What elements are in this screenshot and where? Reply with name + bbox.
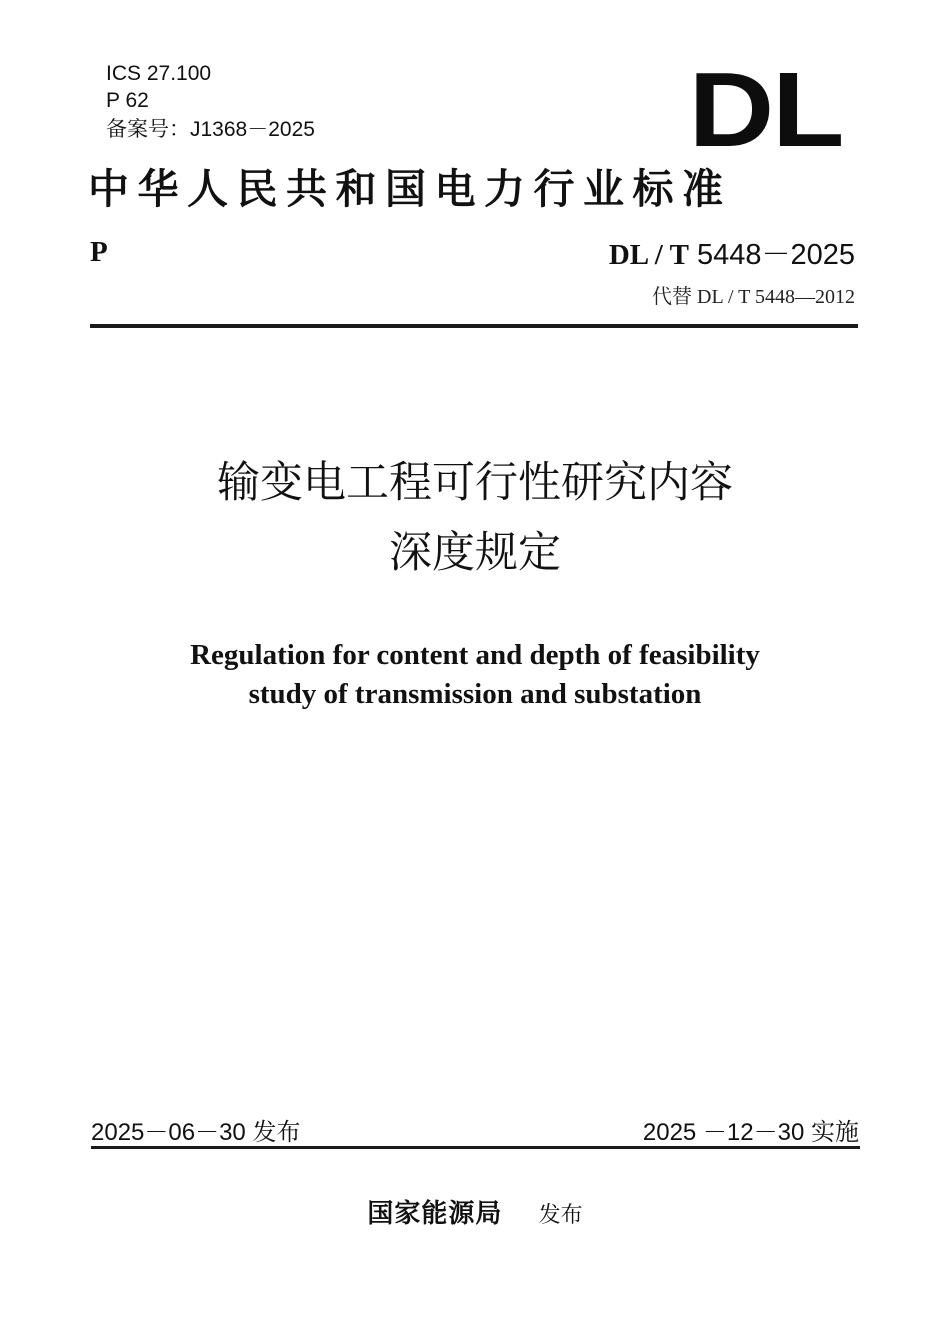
standard-number [609, 232, 855, 273]
category-mark: P [90, 236, 108, 268]
title-english-line-1: Regulation for content and depth of feasibility [190, 639, 760, 671]
standard-type: 中华人民共和国电力行业标准 [88, 165, 732, 213]
title-chinese-line-1: 输变电工程可行性研究内容 [217, 458, 733, 508]
issuer [0, 1193, 950, 1230]
classification-code: P 62 [106, 89, 149, 112]
dl-logo: DL [688, 51, 842, 169]
top-divider [90, 324, 858, 328]
title-english [0, 636, 950, 714]
title-english-line-2: study of transmission and substation [248, 678, 702, 710]
issuer-action: 发布 [538, 1203, 583, 1228]
effective-date: 2025 －12－30 实施 [642, 1119, 859, 1146]
standard-number-value: 5448－2025 [696, 239, 855, 271]
publish-date: 2025－06－30 发布 [91, 1119, 301, 1146]
issuer-org: 国家能源局 [367, 1199, 503, 1229]
record-number: 备案号：J1368－2025 [106, 118, 315, 141]
replaces-standard: 代替 DL / T 5448—2012 [652, 286, 855, 308]
title-chinese-line-2: 深度规定 [389, 528, 561, 578]
standard-number-prefix: DL / T [608, 239, 689, 271]
bottom-divider [91, 1146, 860, 1149]
title-chinese [0, 448, 950, 588]
ics-code: ICS 27.100 [106, 62, 212, 85]
